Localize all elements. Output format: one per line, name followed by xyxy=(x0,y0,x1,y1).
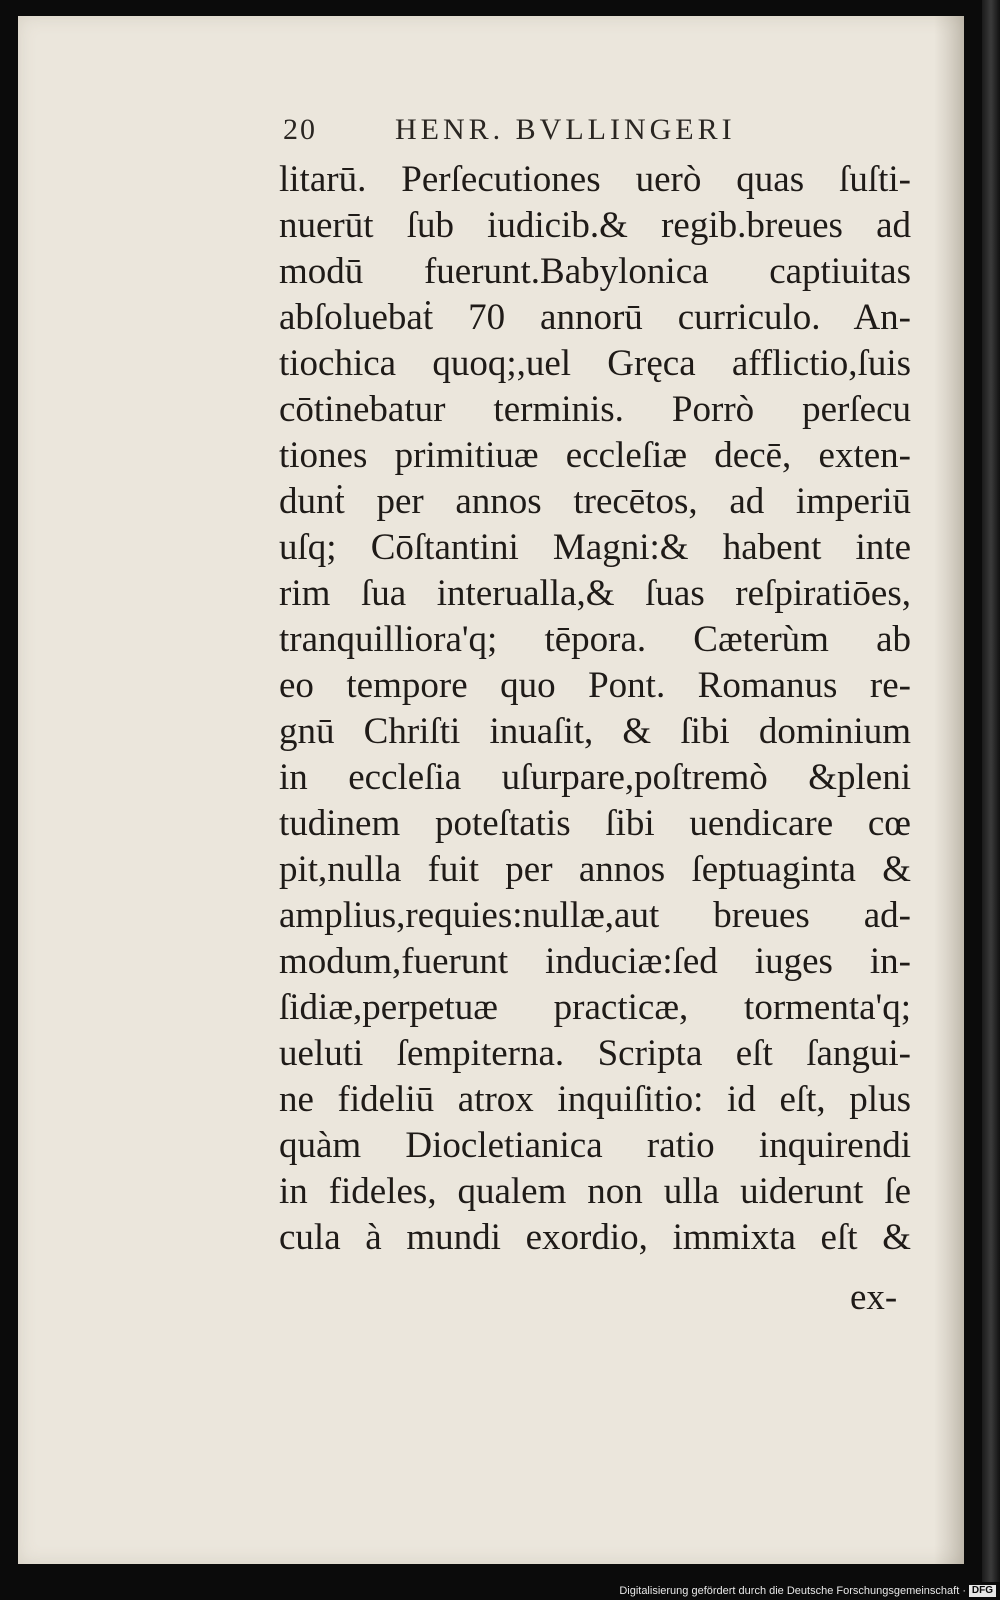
text-line: amplius,requies:nullæ,aut breues ad- xyxy=(279,895,911,936)
text-line: cula à mundi exordio, immixta eſt & xyxy=(279,1217,911,1258)
text-line: ne fideliū atrox inquiſitio: id eſt, plus xyxy=(279,1079,911,1120)
text-line: in fideles, qualem non ulla uiderunt ſe xyxy=(279,1171,911,1212)
text-line: rim ſua interualla,& ſuas reſpiratiōes, xyxy=(279,573,911,614)
body-text xyxy=(279,157,911,1261)
book-edge xyxy=(982,0,1000,1600)
text-line: abſoluebaṫ 70 annorū curriculo. An- xyxy=(279,297,911,338)
text-line: tudinem poteſtatis ſibi uendicare cœ xyxy=(279,803,911,844)
text-line: quàm Diocletianica ratio inquirendi xyxy=(279,1125,911,1166)
text-line: modum,fuerunt induciæ:ſed iuges in- xyxy=(279,941,911,982)
text-line: eo tempore quo Pont. Romanus re- xyxy=(279,665,911,706)
running-header xyxy=(283,113,736,147)
text-line: modū fuerunt.Babylonica captiuitas xyxy=(279,251,911,292)
page-gutter-shadow xyxy=(934,16,964,1564)
text-line: gnū Chriſti inuaſit, & ſibi dominium xyxy=(279,711,911,752)
text-line: cōtinebatur terminis. Porrò perſecu xyxy=(279,389,911,430)
text-line: tiochica quoq;,uel Gręca afflictio,ſuis xyxy=(279,343,911,384)
digitization-credit: Digitalisierung gefördert durch die Deutsche Forschungsgemeinschaft · xyxy=(0,1582,1000,1600)
text-line: in eccleſia uſurpare,poſtremò &pleni xyxy=(279,757,911,798)
text-line: uſq; Cōſtantini Magni:& habent inte xyxy=(279,527,911,568)
text-line: pit,nulla fuit per annos ſeptuaginta & xyxy=(279,849,911,890)
text-line: tranquilliora'q; tēpora. Cæterùm ab xyxy=(279,619,911,660)
page-number: 20 xyxy=(283,113,317,146)
text-line: nuerūt ſub iudicib.& regib.breues ad xyxy=(279,205,911,246)
running-title: HENR. BVLLINGERI xyxy=(395,113,736,146)
text-line: dunṫ per annos trecētos, ad imperiū xyxy=(279,481,911,522)
text-line: litarū. Perſecutiones uerò quas ſuſti- xyxy=(279,159,911,200)
text-line: ueluti ſempiterna. Scripta eſt ſangui- xyxy=(279,1033,911,1074)
catchword: ex- xyxy=(850,1277,898,1318)
text-line: ſidiæ,perpetuæ practicæ, tormenta'q; xyxy=(279,987,911,1028)
text-line: tiones primitiuæ eccleſiæ decē, exten- xyxy=(279,435,911,476)
dfg-logo: DFG xyxy=(969,1585,996,1597)
